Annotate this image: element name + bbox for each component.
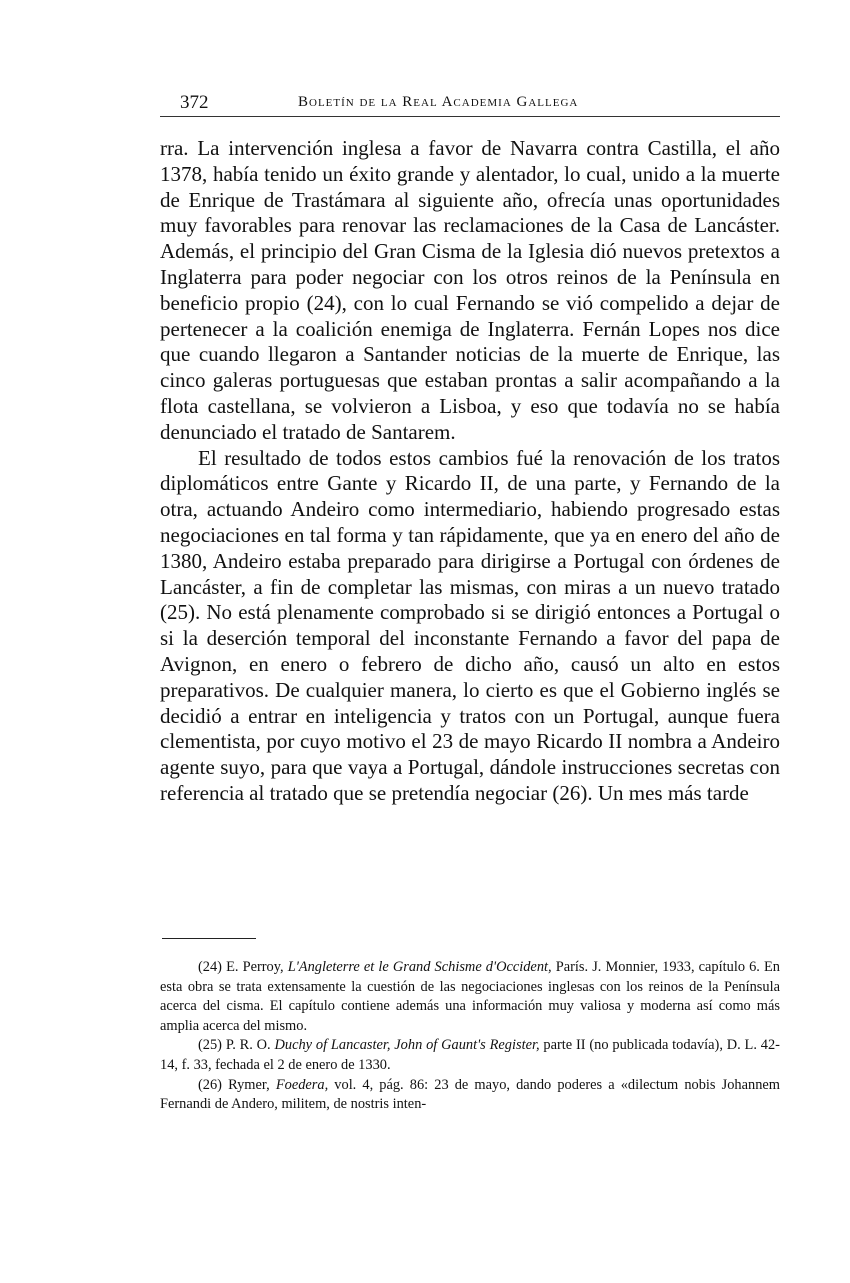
footnote-24-title: L'Angleterre et le Grand Schisme d'Occident, xyxy=(287,959,552,975)
footnote-25 xyxy=(160,1036,780,1075)
page-number: 372 xyxy=(180,92,209,113)
footnote-24-text: París. J. Monnier, 1933, capítulo 6. En esta obra se trata extensamente la cuestión de las negociaciones inglesas con los reinos de la Península acerca del cisma. El capítulo contiene además una información muy valiosa y moderna así como más amplia acerca del mismo. xyxy=(160,959,780,1034)
running-header xyxy=(160,88,780,117)
footnote-26-text: vol. 4, pág. 86: 23 de mayo, dando poderes a «dilectum nobis Johannem Fernandi de Andero, militem, de nostris inten- xyxy=(160,1076,780,1113)
footnote-26-number: (26) xyxy=(198,1076,222,1093)
footnote-25-title: Duchy of Lancaster, John of Gaunt's Register, xyxy=(274,1037,540,1054)
footnote-26-author: Rymer, xyxy=(228,1076,270,1093)
footnote-26 xyxy=(160,1076,780,1115)
footnote-25-author: P. R. O. xyxy=(225,1037,271,1054)
footnote-24-author: E. Perroy, xyxy=(226,959,284,975)
footnote-26-title: Foedera, xyxy=(275,1076,329,1093)
footnote-25-number: (25) xyxy=(198,1037,222,1054)
paragraph-2: El resultado de todos estos cambios fué la renovación de los tratos diplomáticos entre Gante y Ricardo II, de una parte, y Fernando de la otra, actuando Andeiro como intermediario, habiendo progresado estas negociaciones en tal forma y tan rápidamente, que ya en enero del año de 1380, Andeiro estaba preparado para dirigirse a Portugal con órdenes de Lancáster, a fin de completar las mismas, con miras a un nuevo tratado (25). No está plenamente comprobado si se dirigió entonces a Portugal o si la deserción temporal del inconstante Fernando a favor del papa de Avignon, en enero o febrero de dicho año, causó un alto en estos preparativos. De cualquier manera, lo cierto es que el Gobierno inglés se decidió a entrar en inteligencia y tratos con un Portugal, aunque fuera clementista, por cuyo motivo el 23 de mayo Ricardo II nombra a Andeiro agente suyo, para que vaya a Portugal, dándole instrucciones secretas con referencia al tratado que se pretendía negociar (26). Un mes más tarde xyxy=(160,445,780,805)
footnote-25-text: parte II (no publicada todavía), D. L. 42-14, f. 33, fechada el 2 de enero de 1330. xyxy=(160,1037,780,1073)
footnote-24 xyxy=(160,958,780,1036)
paragraph-1: rra. La intervención inglesa a favor de Navarra contra Castilla, el año 1378, había tenido un éxito grande y alentador, lo cual, unido a la muerte de Enrique de Trastámara al siguiente año, ofrecía unas oportunidades muy favorables para renovar las reclamaciones de la Casa de Lancáster. Además, el principio del Gran Cisma de la Iglesia dió nuevos pretextos a Inglaterra para poder negociar con los otros reinos de la Península en beneficio propio (24), con lo cual Fernando se vió compelido a dejar de pertenecer a la coalición enemiga de Inglaterra. Fernán Lopes nos dice que cuando llegaron a Santander noticias de la muerte de Enrique, las cinco galeras portuguesas que estaban prontas a salir acompañando a la flota castellana, se volvieron a Lisboa, y eso que todavía no se había denunciado el tratado de Santarem. xyxy=(160,136,780,444)
journal-title: Boletín de la Real Academia Gallega xyxy=(298,94,579,110)
main-text xyxy=(160,136,780,807)
footnote-24-number: (24) xyxy=(198,959,222,975)
footnote-separator xyxy=(162,938,256,939)
footnotes xyxy=(160,958,780,1115)
